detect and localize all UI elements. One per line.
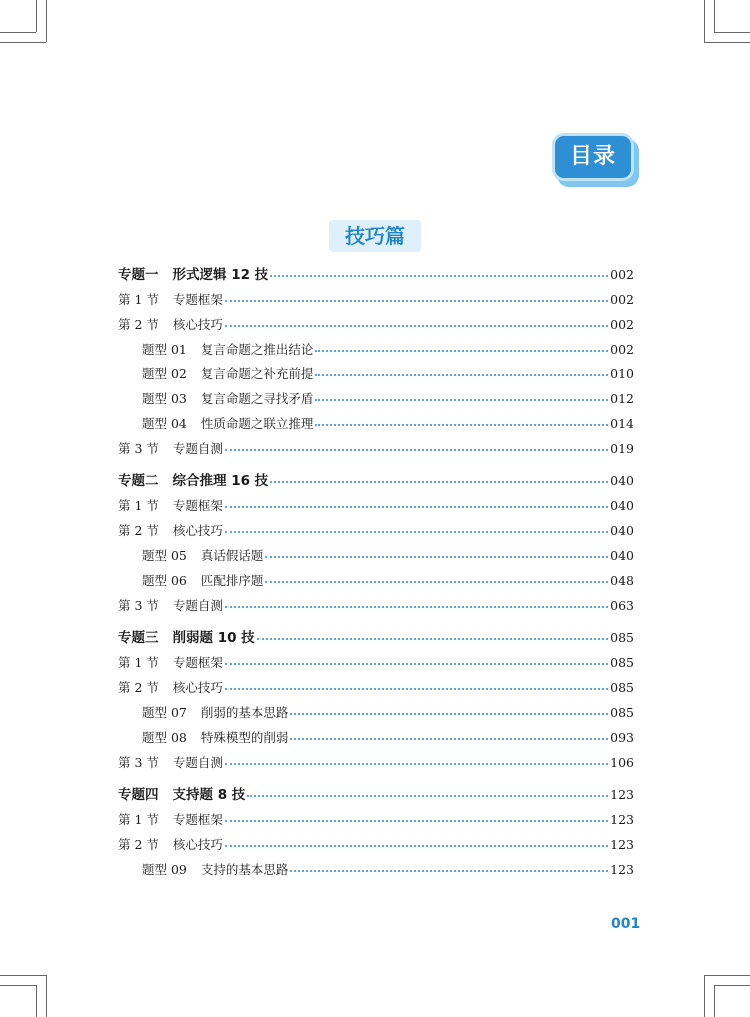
dot-leader — [265, 546, 608, 558]
dot-leader — [290, 860, 608, 872]
toc-entry-page: 002 — [610, 317, 634, 332]
toc-entry-label: 题型 05 — [142, 548, 187, 563]
dot-leader — [225, 596, 608, 608]
toc-entry[interactable] — [142, 363, 634, 385]
dot-leader — [225, 496, 608, 508]
dot-leader — [315, 414, 608, 426]
toc-entry-title: 性质命题之联立推理 — [200, 416, 314, 431]
crop-mark — [704, 0, 705, 42]
toc-entry[interactable] — [118, 809, 634, 831]
toc-entry-page: 014 — [610, 416, 634, 431]
toc-entry-label: 题型 08 — [142, 730, 187, 745]
dot-leader — [225, 753, 608, 765]
toc-entry-page: 123 — [610, 812, 634, 827]
toc-entry[interactable] — [142, 727, 634, 749]
toc-entry[interactable] — [118, 264, 634, 286]
toc-entry-title: 综合推理 16 技 — [172, 473, 269, 489]
toc-entry[interactable] — [118, 595, 634, 617]
dot-leader — [225, 678, 608, 690]
page-number: 001 — [611, 916, 641, 932]
toc-entry-label: 专题二 — [118, 473, 159, 489]
toc-entry[interactable] — [118, 470, 634, 492]
toc-entry-label: 题型 04 — [142, 416, 187, 431]
toc-entry-label: 第 2 节 — [118, 680, 159, 695]
dot-leader — [225, 810, 608, 822]
toc-entry-label: 第 3 节 — [118, 755, 159, 770]
toc-entry-page: 002 — [610, 267, 634, 282]
crop-mark — [36, 985, 37, 1017]
crop-mark — [714, 32, 750, 33]
toc-entry-title: 专题自测 — [172, 441, 223, 456]
page-title: 目录 — [552, 133, 634, 181]
dot-leader — [225, 315, 608, 327]
toc-entry-title: 专题框架 — [172, 292, 223, 307]
toc-entry-label: 第 2 节 — [118, 837, 159, 852]
toc-entry-page: 123 — [610, 862, 634, 877]
toc-entry-title: 核心技巧 — [172, 523, 223, 538]
toc-entry[interactable] — [142, 388, 634, 410]
toc-entry-title: 专题框架 — [172, 655, 223, 670]
crop-mark — [704, 975, 705, 1017]
toc-entry-title: 支持题 8 技 — [172, 787, 246, 803]
crop-mark — [0, 985, 36, 986]
toc-entry[interactable] — [118, 495, 634, 517]
dot-leader — [247, 785, 608, 797]
toc-entry-page: 040 — [610, 498, 634, 513]
crop-mark — [46, 975, 47, 1017]
toc-entry[interactable] — [142, 859, 634, 881]
dot-leader — [315, 389, 608, 401]
dot-leader — [257, 628, 608, 640]
toc-entry-title: 专题自测 — [172, 598, 223, 613]
toc-entry-label: 题型 07 — [142, 705, 187, 720]
toc-entry-label: 第 2 节 — [118, 523, 159, 538]
toc-entry-title: 削弱的基本思路 — [200, 705, 289, 720]
crop-mark — [704, 975, 750, 976]
toc-entry-page: 106 — [610, 755, 634, 770]
dot-leader — [225, 290, 608, 302]
toc-entry[interactable] — [118, 834, 634, 856]
toc-entry-title: 专题框架 — [172, 498, 223, 513]
crop-mark — [704, 42, 750, 43]
toc-entry[interactable] — [118, 627, 634, 649]
dot-leader — [315, 340, 608, 352]
toc-entry-title: 削弱题 10 技 — [172, 630, 255, 646]
toc-entry-title: 形式逻辑 12 技 — [172, 267, 269, 283]
toc-entry[interactable] — [142, 570, 634, 592]
dot-leader — [265, 571, 608, 583]
toc-entry[interactable] — [118, 752, 634, 774]
toc-entry-label: 题型 03 — [142, 391, 187, 406]
dot-leader — [270, 265, 608, 277]
toc-entry-label: 专题四 — [118, 787, 159, 803]
toc-entry-label: 专题三 — [118, 630, 159, 646]
dot-leader — [225, 439, 608, 451]
toc-entry-title: 复言命题之推出结论 — [200, 342, 314, 357]
toc-entry-title: 核心技巧 — [172, 680, 223, 695]
crop-mark — [714, 985, 715, 1017]
dot-leader — [225, 521, 608, 533]
toc-entry-page: 123 — [610, 837, 634, 852]
toc-entry-page: 123 — [610, 787, 634, 802]
toc-entry-title: 复言命题之寻找矛盾 — [200, 391, 314, 406]
dot-leader — [290, 728, 608, 740]
toc-entry-page: 040 — [610, 523, 634, 538]
toc-entry-page: 019 — [610, 441, 634, 456]
toc-entry[interactable] — [118, 652, 634, 674]
toc-entry-title: 核心技巧 — [172, 837, 223, 852]
toc-entry-label: 第 3 节 — [118, 598, 159, 613]
toc-entry-label: 第 1 节 — [118, 498, 159, 513]
toc-entry[interactable] — [118, 438, 634, 460]
toc-entry-label: 题型 02 — [142, 366, 187, 381]
toc-entry-page: 085 — [610, 655, 634, 670]
dot-leader — [315, 364, 608, 376]
crop-mark — [0, 975, 46, 976]
toc-entry-page: 040 — [610, 548, 634, 563]
toc-entry[interactable] — [118, 289, 634, 311]
toc-entry-label: 第 2 节 — [118, 317, 159, 332]
toc-entry[interactable] — [118, 520, 634, 542]
toc-entry-title: 真话假话题 — [200, 548, 264, 563]
toc-entry[interactable] — [142, 339, 634, 361]
toc-entry-title: 特殊模型的削弱 — [200, 730, 289, 745]
toc-entry-page: 085 — [610, 680, 634, 695]
toc-entry-title: 专题自测 — [172, 755, 223, 770]
crop-mark — [0, 42, 46, 43]
toc-entry-page: 085 — [610, 630, 634, 645]
toc-entry-page: 002 — [610, 342, 634, 357]
crop-mark — [46, 0, 47, 42]
toc-entry-page: 063 — [610, 598, 634, 613]
crop-mark — [36, 0, 37, 32]
crop-mark — [714, 0, 715, 32]
toc-entry-title: 复言命题之补充前提 — [200, 366, 314, 381]
toc-entry-page: 085 — [610, 705, 634, 720]
dot-leader — [290, 703, 608, 715]
toc-entry-label: 第 3 节 — [118, 441, 159, 456]
toc-entry-label: 专题一 — [118, 267, 159, 283]
toc-entry-label: 第 1 节 — [118, 812, 159, 827]
toc-entry[interactable] — [118, 677, 634, 699]
toc-entry-label: 第 1 节 — [118, 655, 159, 670]
toc-entry[interactable] — [142, 702, 634, 724]
toc-entry-page: 093 — [610, 730, 634, 745]
toc-entry[interactable] — [142, 545, 634, 567]
toc-entry-label: 第 1 节 — [118, 292, 159, 307]
toc-entry-label: 题型 09 — [142, 862, 187, 877]
toc-entry-page: 002 — [610, 292, 634, 307]
toc-entry-title: 专题框架 — [172, 812, 223, 827]
crop-mark — [714, 985, 750, 986]
toc-entry-title: 核心技巧 — [172, 317, 223, 332]
toc-entry[interactable] — [118, 314, 634, 336]
toc-entry-page: 040 — [610, 473, 634, 488]
dot-leader — [270, 471, 608, 483]
toc-entry-title: 支持的基本思路 — [200, 862, 289, 877]
toc-entry-page: 048 — [610, 573, 634, 588]
toc-entry[interactable] — [142, 413, 634, 435]
crop-mark — [0, 32, 36, 33]
toc-entry-page: 010 — [610, 366, 634, 381]
section-title: 技巧篇 — [329, 220, 421, 252]
toc-entry-label: 题型 01 — [142, 342, 187, 357]
toc-entry-page: 012 — [610, 391, 634, 406]
toc-entry-title: 匹配排序题 — [200, 573, 264, 588]
dot-leader — [225, 835, 608, 847]
dot-leader — [225, 653, 608, 665]
toc-entry-label: 题型 06 — [142, 573, 187, 588]
toc-entry[interactable] — [118, 784, 634, 806]
